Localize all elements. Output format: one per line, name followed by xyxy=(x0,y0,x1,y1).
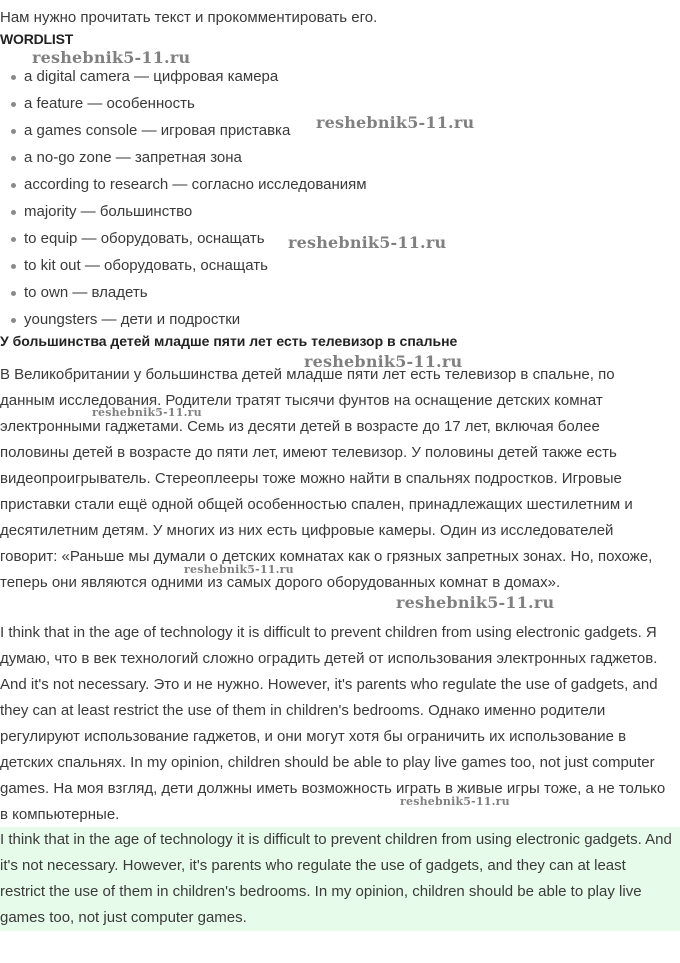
article-body: В Великобритании у большинства детей младше пяти лет есть телевизор в спальне, по данным исследования. Родители тратят тысячи фунтов на оснащение детских комнат электронными гаджетами. Семь из десяти детей в возрасте до 17 лет, включая более половины детей в возрасте до пяти лет, имеют телевизор. У половины детей также есть видеопроигрыватель. Стереоплееры тоже можно найти в спальнях подростков. Игровые приставки стали ещё одной общей особенностью спален, принадлежащих шестилетним и десятилетним детям. У многих из них есть цифровые камеры. Один из исследователей говорит: «Раньше мы думали о детских комнатах как о грязных запретных зонах. Но, похоже, теперь они являются одними из самых дорого оборудованных комнат в домах». xyxy=(0,366,653,591)
wordlist-item: to equip — оборудовать, оснащать xyxy=(0,225,367,252)
wordlist-item: a digital camera — цифровая камера xyxy=(0,63,367,90)
wordlist-item: a no-go zone — запретная зона xyxy=(0,144,367,171)
bullet-icon xyxy=(11,156,16,161)
watermark: reshebnik5-11.ru xyxy=(184,563,294,576)
watermark: reshebnik5-11.ru xyxy=(92,406,202,419)
wordlist-item: a feature — особенность xyxy=(0,90,367,117)
bullet-icon xyxy=(11,318,16,323)
watermark: reshebnik5-11.ru xyxy=(396,593,555,612)
bullet-icon xyxy=(11,102,16,107)
wordlist-item: majority — большинство xyxy=(0,198,367,225)
wordlist-item: to kit out — оборудовать, оснащать xyxy=(0,252,367,279)
wordlist-item: a games console — игровая приставка xyxy=(0,117,367,144)
wordlist-item: to own — владеть xyxy=(0,279,367,306)
wordlist-item: according to research — согласно исследованиям xyxy=(0,171,367,198)
answer-text: I think that in the age of technology it is difficult to prevent children from using electronic gadgets. And it's not necessary. However, it's parents who regulate the use of gadgets, and they can at least restrict the use of them in children's bedrooms. In my opinion, children should be able to play live games too, not just computer games. xyxy=(0,831,672,926)
answer-block xyxy=(0,827,680,931)
watermark: reshebnik5-11.ru xyxy=(288,233,447,252)
article-heading: У большинства детей младше пяти лет есть телевизор в спальне xyxy=(0,333,458,349)
watermark: reshebnik5-11.ru xyxy=(400,795,510,808)
bullet-icon xyxy=(11,264,16,269)
intro-text: Нам нужно прочитать текст и прокомментировать его. xyxy=(0,9,378,26)
wordlist-item: youngsters — дети и подростки xyxy=(0,306,367,333)
watermark: reshebnik5-11.ru xyxy=(304,352,463,371)
bullet-icon xyxy=(11,129,16,134)
bullet-icon xyxy=(11,291,16,296)
bullet-icon xyxy=(11,183,16,188)
bullet-icon xyxy=(11,237,16,242)
bullet-icon xyxy=(11,210,16,215)
comment-text: I think that in the age of technology it is difficult to prevent children from using electronic gadgets. Я думаю, что в век технологий сложно оградить детей от использования электронных гаджетов. And it's not necessary. Это и не нужно. However, it's parents who regulate the use of gadgets, and they can at least restrict the use of them in children's bedrooms. Однако именно родители регулируют использование гаджетов, и они могут хотя бы ограничить их использование в детских спальнях. In my opinion, children should be able to play live games too, not just computer games. На моя взгляд, дети должны иметь возможность играть в живые игры тоже, а не только в компьютерные. xyxy=(0,624,666,823)
watermark: reshebnik5-11.ru xyxy=(316,113,475,132)
bullet-icon xyxy=(11,75,16,80)
wordlist xyxy=(0,63,367,333)
watermark: reshebnik5-11.ru xyxy=(32,48,191,67)
wordlist-title: WORDLIST xyxy=(0,31,74,47)
